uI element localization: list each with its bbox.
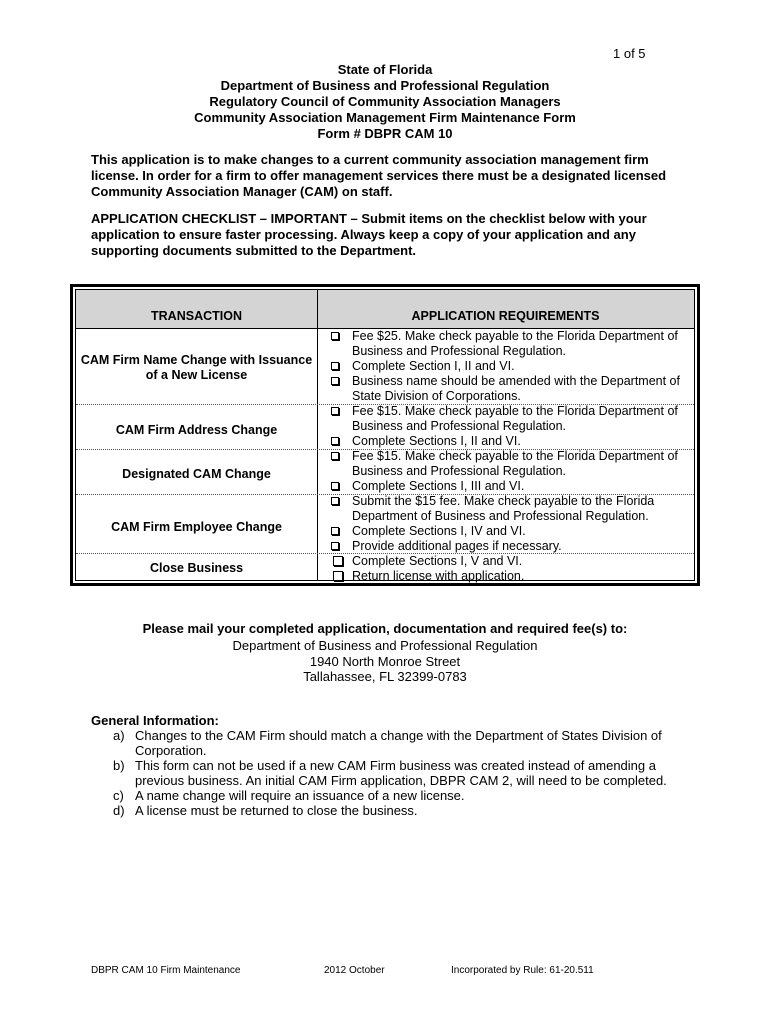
list-item (91, 728, 671, 758)
checkbox-icon (331, 497, 339, 505)
requirements-name-change (321, 329, 688, 404)
column-divider (317, 290, 318, 580)
general-info-title: General Information: (91, 713, 219, 728)
mail-address-line: Department of Business and Professional Regulation (232, 638, 538, 653)
requirement-text: Fee $15. Make check payable to the Florida Department of Business and Professional Regulation. (352, 449, 678, 478)
list-item (91, 788, 671, 803)
mail-address (0, 638, 770, 685)
requirements-table (70, 284, 700, 586)
requirement-text: Provide additional pages if necessary. (352, 539, 562, 553)
form-header (0, 62, 770, 142)
transaction-designated-cam: Designated CAM Change (122, 467, 271, 481)
checkbox-icon (331, 362, 339, 370)
list-item (321, 449, 688, 479)
header-transaction: TRANSACTION (151, 309, 242, 323)
list-item (321, 404, 688, 434)
checkbox-icon (333, 571, 343, 581)
checkbox-icon (331, 542, 339, 550)
list-item (321, 479, 688, 494)
table-header (76, 290, 694, 329)
checkbox-icon (331, 437, 339, 445)
checkbox-icon (333, 556, 343, 566)
requirements-employee-change (321, 494, 688, 554)
checkbox-icon (331, 377, 339, 385)
transaction-employee-change: CAM Firm Employee Change (111, 520, 282, 534)
list-item (321, 569, 688, 584)
item-letter: d) (113, 803, 125, 818)
transaction-address-change: CAM Firm Address Change (115, 423, 278, 437)
footer-date: 2012 October (324, 965, 385, 976)
requirement-text: Complete Sections I, III and VI. (352, 479, 525, 493)
requirements-close-business (321, 554, 688, 584)
transaction-close-business: Close Business (149, 561, 244, 575)
transaction-name-change: CAM Firm Name Change with Issuance of a New License (80, 353, 313, 382)
header-council: Regulatory Council of Community Association Managers (209, 94, 561, 109)
list-item (321, 539, 688, 554)
requirement-text: Complete Sections I, V and VI. (352, 554, 523, 568)
checkbox-icon (331, 407, 339, 415)
requirement-text: Fee $15. Make check payable to the Florida Department of Business and Professional Regulation. (352, 404, 678, 433)
general-info-list (91, 728, 671, 818)
checkbox-icon (331, 482, 339, 490)
header-form-title: Community Association Management Firm Maintenance Form (194, 110, 576, 125)
list-item (321, 374, 688, 404)
list-item (91, 758, 671, 788)
requirement-text: Submit the $15 fee. Make check payable to the Florida Department of Business and Professional Regulation. (352, 494, 655, 523)
requirements-table-inner (75, 289, 695, 581)
list-item (321, 434, 688, 449)
item-text: Changes to the CAM Firm should match a change with the Department of States Division of Corporation. (135, 728, 662, 758)
checkbox-icon (331, 332, 339, 340)
requirement-text: Return license with application. (352, 569, 525, 583)
list-item (321, 329, 688, 359)
requirements-designated-cam (321, 449, 688, 494)
checkbox-icon (331, 452, 339, 460)
list-item (91, 803, 671, 818)
mail-address-line: 1940 North Monroe Street (309, 653, 461, 669)
page-number: 1 of 5 (613, 46, 646, 61)
item-letter: a) (113, 728, 125, 743)
requirement-text: Complete Sections I, II and VI. (352, 434, 521, 448)
requirement-text: Business name should be amended with the Department of State Division of Corporations. (352, 374, 680, 403)
requirement-text: Complete Sections I, IV and VI. (352, 524, 526, 538)
item-text: This form can not be used if a new CAM Firm business was created instead of amending a previous business. An initial CAM Firm application, DBPR CAM 2, will need to be completed. (135, 758, 667, 788)
list-item (321, 554, 688, 569)
header-department: Department of Business and Professional Regulation (220, 78, 550, 93)
mail-address-line: Tallahassee, FL 32399-0783 (303, 669, 467, 684)
checklist-paragraph: APPLICATION CHECKLIST – IMPORTANT – Submit items on the checklist below with your application to ensure faster processing. Always keep a copy of your application and any supporting documents submitted to the Department. (91, 211, 647, 258)
checkbox-icon (331, 527, 339, 535)
item-text: A license must be returned to close the business. (135, 803, 418, 818)
list-item (321, 524, 688, 539)
intro-paragraph: This application is to make changes to a current community association management firm license. In order for a firm to offer management services there must be a designated licensed Community Association Manager (CAM) on staff. (91, 152, 667, 199)
item-text: A name change will require an issuance of a new license. (135, 788, 465, 803)
item-letter: b) (113, 758, 125, 773)
footer-rule: Incorporated by Rule: 61-20.511 (451, 965, 594, 976)
header-state: State of Florida (337, 62, 433, 77)
footer-form-name: DBPR CAM 10 Firm Maintenance (91, 965, 241, 976)
requirements-address-change (321, 404, 688, 449)
requirement-text: Fee $25. Make check payable to the Florida Department of Business and Professional Regulation. (352, 329, 678, 358)
list-item (321, 359, 688, 374)
header-requirements: APPLICATION REQUIREMENTS (411, 309, 600, 323)
requirement-text: Complete Section I, II and VI. (352, 359, 515, 373)
mail-title: Please mail your completed application, documentation and required fee(s) to: (142, 621, 628, 636)
list-item (321, 494, 688, 524)
header-form-number: Form # DBPR CAM 10 (317, 126, 453, 141)
item-letter: c) (113, 788, 124, 803)
